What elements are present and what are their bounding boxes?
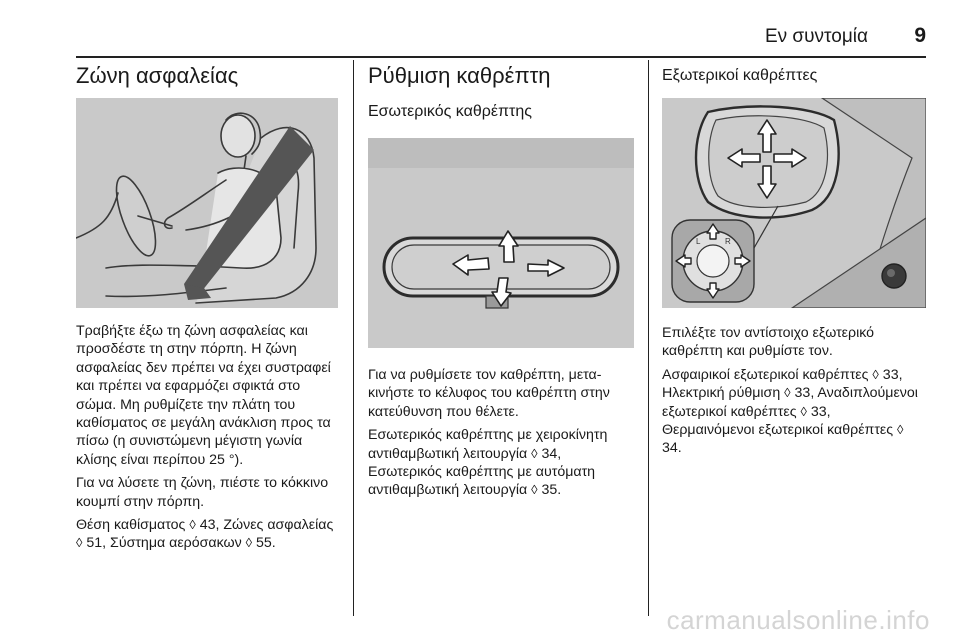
page-ref-icon: ◊ <box>800 403 807 419</box>
seat-belt-illustration <box>76 98 338 308</box>
section-title: Εν συντομία <box>764 26 868 47</box>
page-ref-icon: ◊ <box>189 517 196 533</box>
exterior-mirror-drawing <box>662 98 926 308</box>
mirror-adjustment-section <box>368 60 634 505</box>
mirror-adjustment-heading: Ρύθμιση καθρέπτη <box>368 63 551 88</box>
exterior-mirror-illustration <box>662 98 926 308</box>
site-watermark: carmanualsonline.info <box>666 605 930 635</box>
seat-belt-instructions: Τραβήξτε έξω τη ζώνη ασφαλείας και προσδέστε τη στην πόρπη. Η ζώνη ασφαλείας δεν πρέπει να έχει συστραφεί και πρέπει να εφαρμόζει σφικτά στο σώμα. Μη ρυθμίζετε την πλάτη του καθίσματος σε μεγάλη ανάκλιση προς τα πίσω (η συνιστώμενη μέγιστη γωνία κλίσης είναι περίπου 25 °). <box>76 323 331 468</box>
exterior-mirrors-subheading: Εξωτερικοί καθρέπτες <box>662 67 818 84</box>
column-divider <box>353 60 354 616</box>
driver-with-seatbelt-drawing <box>76 98 338 308</box>
exterior-mirror-references: Ασφαιρικοί εξωτερικοί καθρέπτες ◊ 33, Ηλεκτρική ρύθμιση ◊ 33, Αναδιπλούμενοι εξωτερικοί καθρέπτες ◊ 33, Θερμαινόμενοι εξωτερικοί καθρέπτες ◊ 34. <box>662 366 918 457</box>
page-ref-icon: ◊ <box>872 366 879 382</box>
page-ref-icon: ◊ <box>531 445 538 461</box>
interior-mirror-references: Εσωτερικός καθρέπτης με χειροκίνητη αντιθαμβωτική λειτουργία ◊ 34, Εσωτερικός καθρέπτης με αυτόματη αντιθαμβωτική λειτουργία ◊ 35. <box>368 427 608 499</box>
dial-label-right: R <box>725 237 731 246</box>
interior-mirror-instructions: Για να ρυθμίσετε τον καθρέπτη, μετακινήστε το κέλυφος του καθρέπτη στην κατεύθυνση που θέλετε. <box>368 367 610 420</box>
interior-mirror-subheading: Εσωτερικός καθρέπτης <box>368 103 532 120</box>
exterior-mirrors-section <box>662 60 926 463</box>
rear-view-mirror-drawing <box>368 138 634 348</box>
page-ref-icon: ◊ <box>784 385 791 401</box>
page-header <box>76 0 926 58</box>
seat-belt-release-text: Για να λύσετε τη ζώνη, πιέστε το κόκκινο κουμπί στην πόρπη. <box>76 475 329 510</box>
column-divider <box>648 60 649 616</box>
page-ref-icon: ◊ <box>76 535 83 551</box>
page-ref-icon: ◊ <box>245 535 253 551</box>
page-number: 9 <box>914 24 926 47</box>
dial-label-left: L <box>696 237 701 246</box>
interior-mirror-illustration <box>368 138 634 348</box>
exterior-mirror-instructions: Επιλέξτε τον αντίστοιχο εξωτερικό καθρέπτη και ρυθμίστε τον. <box>662 325 875 360</box>
page-ref-icon: ◊ <box>531 482 538 498</box>
page-ref-icon: ◊ <box>897 422 904 438</box>
seat-belt-heading: Ζώνη ασφαλείας <box>76 63 239 88</box>
seat-belt-section <box>76 60 338 558</box>
seat-belt-references: Θέση καθίσματος ◊ 43, Ζώνες ασφαλείας ◊ 51, Σύστημα αερόσακων ◊ 55. <box>76 517 334 552</box>
